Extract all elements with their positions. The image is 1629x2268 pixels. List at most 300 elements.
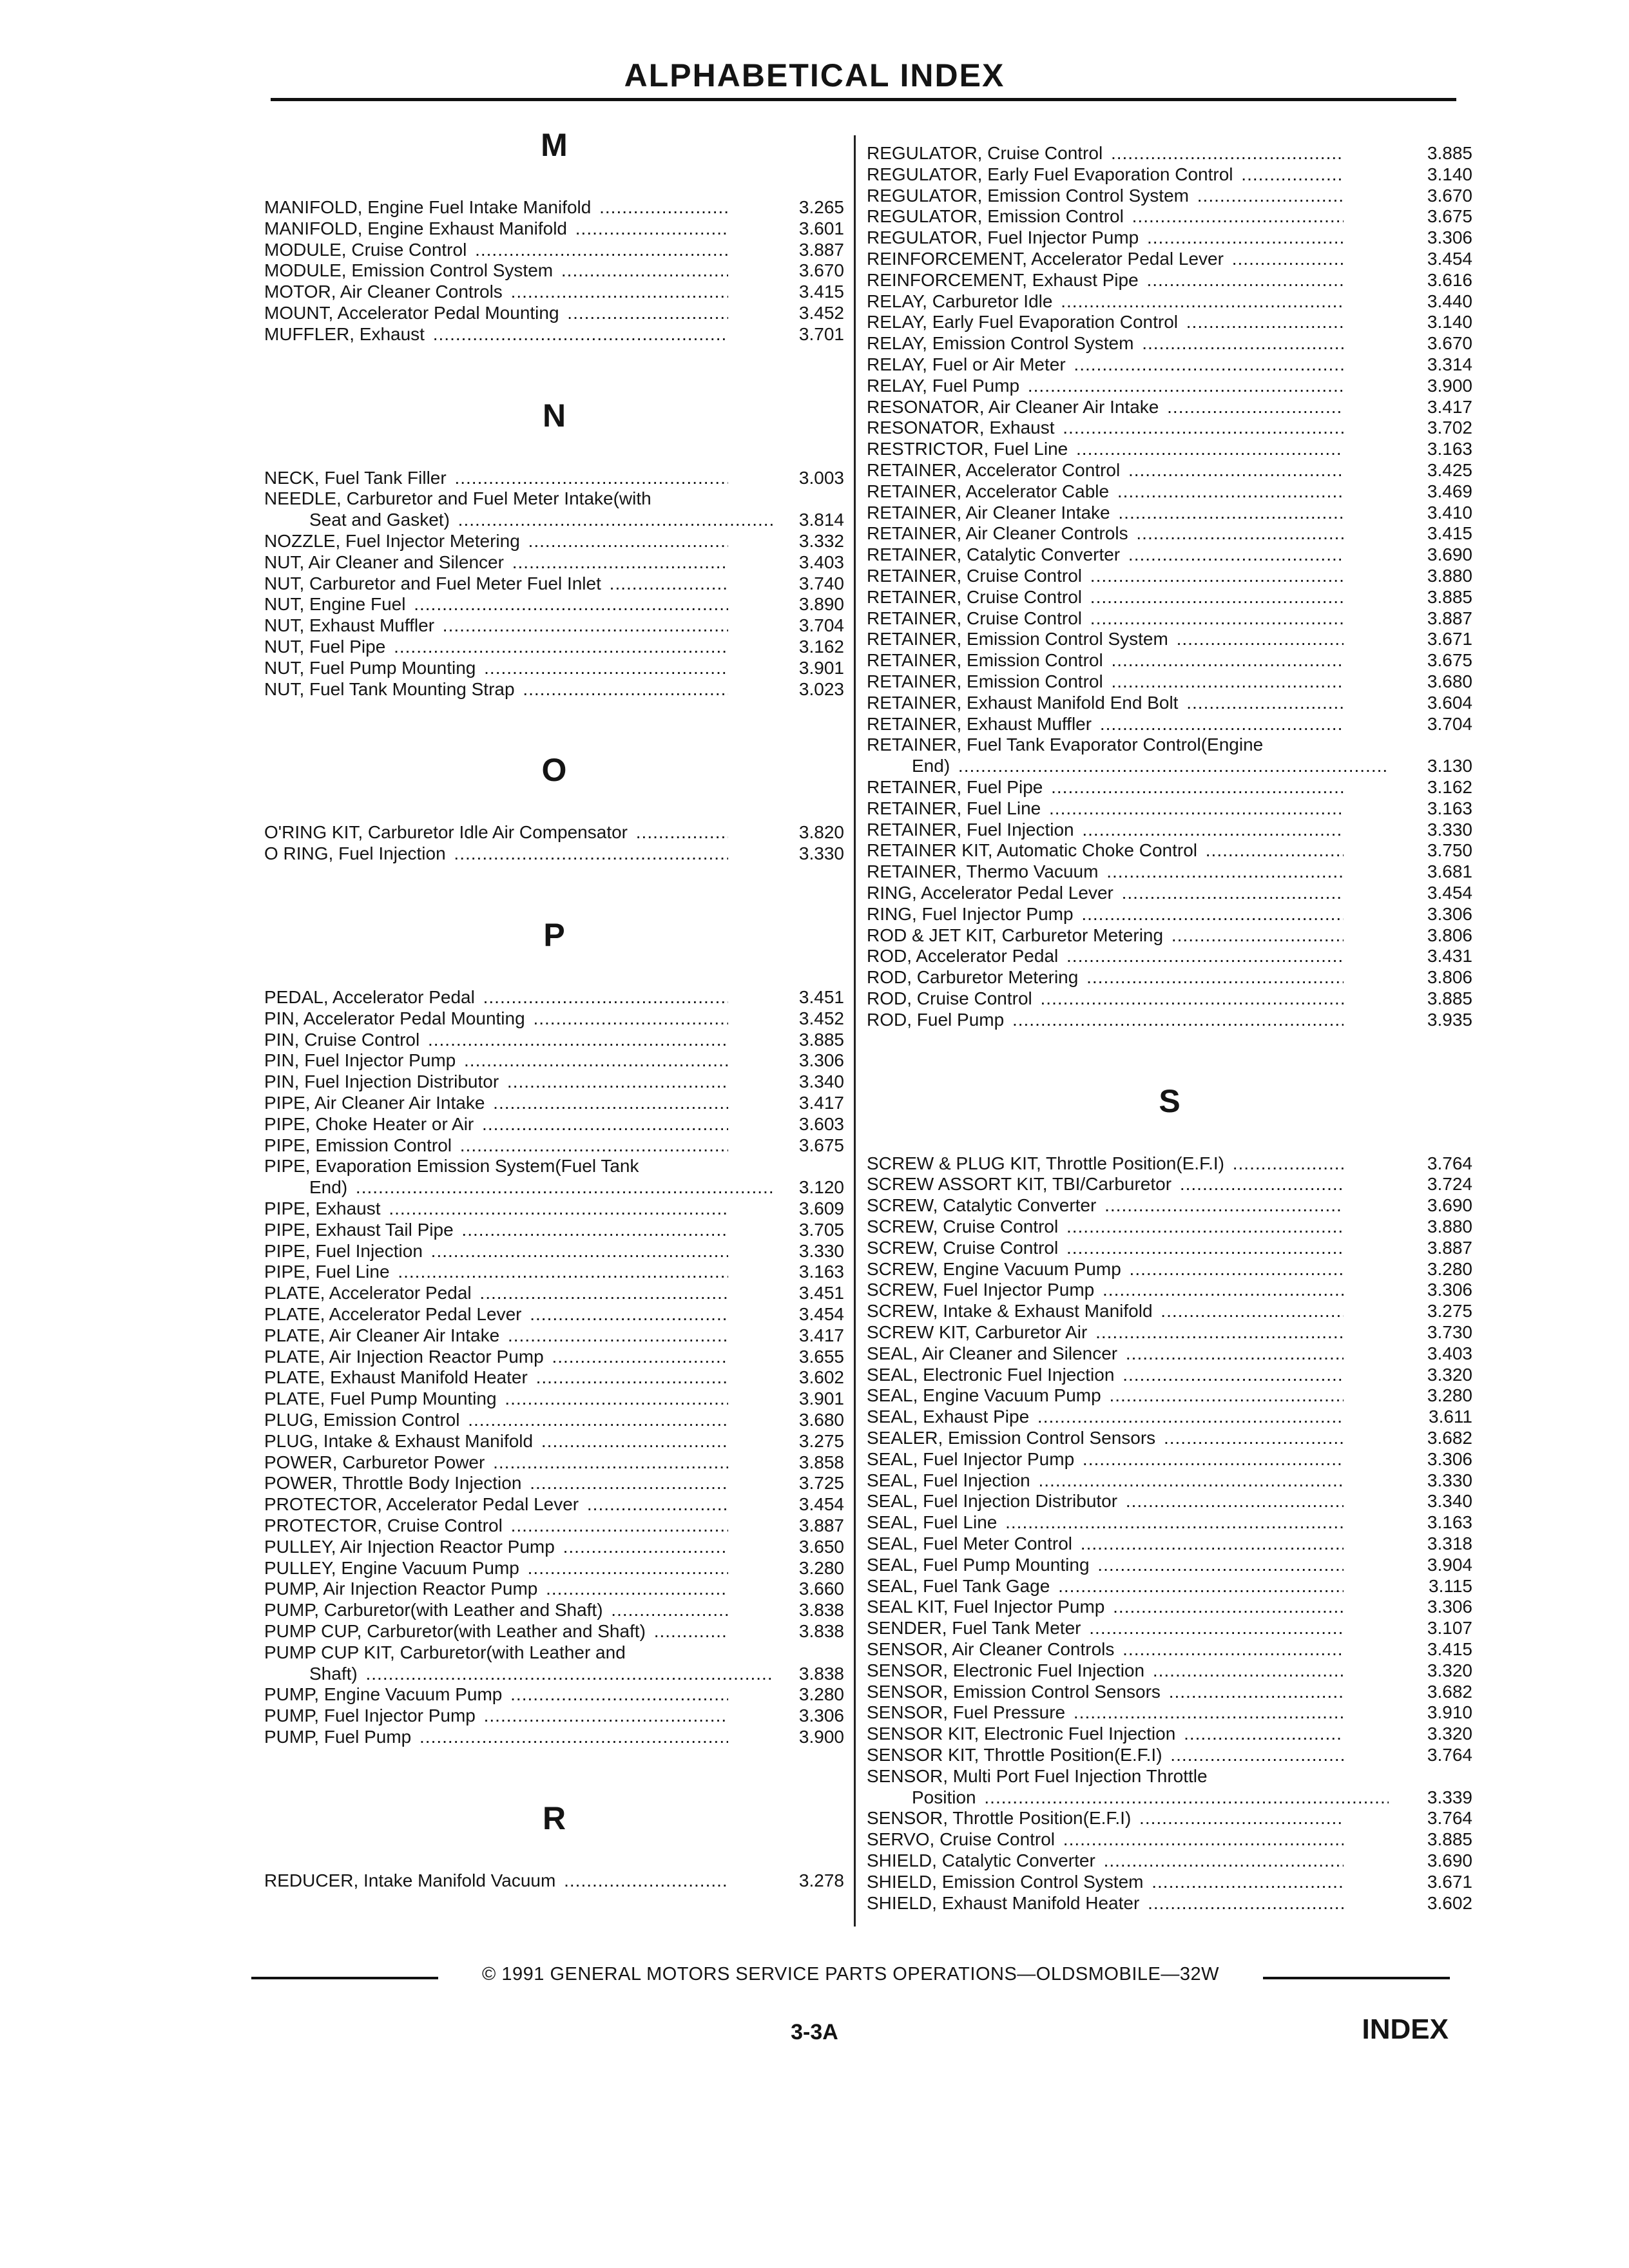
index-entry	[867, 1597, 1472, 1618]
entry-page-ref: 3.675	[1427, 650, 1472, 671]
entry-name-text: PUMP, Fuel Injector Pump	[264, 1706, 478, 1725]
entry-name	[867, 735, 1344, 755]
entry-name-text: RELAY, Early Fuel Evaporation Control	[867, 312, 1181, 332]
index-entry	[867, 714, 1472, 735]
entry-name	[867, 1660, 1344, 1681]
entry-page-ref: 3.162	[798, 637, 844, 657]
entry-name	[867, 1893, 1344, 1914]
entry-page-ref: 3.469	[1427, 481, 1472, 501]
entry-page-ref: 3.003	[798, 467, 844, 488]
entry-name	[867, 629, 1344, 649]
index-entry	[867, 1618, 1472, 1639]
entry-page-ref: 3.609	[798, 1198, 844, 1218]
entry-name	[867, 1808, 1344, 1829]
entry-name	[867, 376, 1344, 396]
entry-name-text: NEEDLE, Carburetor and Fuel Meter Intake(with	[264, 488, 654, 508]
entry-name-text: PUMP CUP, Carburetor(with Leather and Shaft)	[264, 1621, 648, 1641]
index-entry	[264, 1008, 844, 1030]
index-entry	[867, 1301, 1472, 1322]
entry-name	[867, 143, 1344, 164]
entry-name-text: SHIELD, Emission Control System	[867, 1872, 1146, 1892]
entry-page-ref: 3.838	[798, 1663, 844, 1684]
entry-name-text: POWER, Carburetor Power	[264, 1452, 487, 1472]
entry-page-ref: 3.702	[1427, 418, 1472, 438]
entry-name	[867, 820, 1344, 840]
index-entry	[264, 218, 844, 240]
entry-name	[867, 354, 1344, 375]
index-entry	[264, 843, 844, 865]
index-entry	[867, 460, 1472, 481]
entry-name	[264, 1558, 728, 1579]
entry-name-text: ROD, Fuel Pump	[867, 1010, 1007, 1030]
index-entry	[264, 260, 844, 282]
entry-name-text: RETAINER, Emission Control	[867, 650, 1106, 670]
entry-page-ref: 3.278	[798, 1870, 844, 1890]
index-entry	[264, 1621, 844, 1642]
entry-name-text: PUMP CUP KIT, Carburetor(with Leather and	[264, 1642, 628, 1662]
index-entry	[867, 1407, 1472, 1428]
section-letter-p: P	[543, 917, 565, 953]
entry-name-text: SEAL, Fuel Injection Distributor	[867, 1491, 1120, 1511]
index-entry	[264, 1241, 844, 1262]
entry-page-ref: 3.885	[1427, 143, 1472, 163]
entry-continuation-text: Shaft)	[309, 1664, 360, 1684]
index-entry	[867, 164, 1472, 186]
entry-page-ref: 3.901	[798, 1389, 844, 1409]
index-entry	[867, 1153, 1472, 1175]
entry-page-ref: 3.650	[798, 1536, 844, 1557]
entry-name-text: PUMP, Fuel Pump	[264, 1727, 414, 1747]
entry-name	[867, 587, 1344, 608]
entry-name	[264, 1473, 728, 1494]
entry-page-ref: 3.704	[798, 615, 844, 636]
entry-page-ref: 3.417	[1427, 396, 1472, 417]
index-entry	[867, 249, 1472, 270]
entry-name-text: RETAINER, Cruise Control	[867, 587, 1084, 607]
entry-page-ref: 3.417	[798, 1093, 844, 1113]
entry-name	[264, 1347, 728, 1367]
section-letter-o: O	[541, 752, 567, 789]
entry-name-text: REDUCER, Intake Manifold Vacuum	[264, 1870, 558, 1890]
entry-name	[264, 488, 728, 509]
entry-name-text: SEAL, Electronic Fuel Injection	[867, 1365, 1117, 1385]
entry-name	[867, 1597, 1344, 1617]
entry-name-text: PUMP, Air Injection Reactor Pump	[264, 1579, 540, 1599]
index-entry	[264, 1220, 844, 1241]
entry-page-ref: 3.690	[1427, 1850, 1472, 1870]
entry-name-text: RETAINER, Fuel Injection	[867, 820, 1077, 840]
entry-page-ref: 3.764	[1427, 1808, 1472, 1829]
entry-name-text: NOZZLE, Fuel Injector Metering	[264, 531, 523, 551]
entry-continuation	[912, 756, 1389, 776]
footer-rule-left	[251, 1977, 438, 1979]
index-entry	[867, 1385, 1472, 1407]
entry-page-ref: 3.417	[798, 1325, 844, 1345]
entry-name-text: PIPE, Air Cleaner Air Intake	[264, 1093, 487, 1113]
index-entry	[264, 1537, 844, 1558]
entry-page-ref: 3.320	[1427, 1660, 1472, 1680]
entry-name	[867, 1533, 1344, 1554]
entry-name-text: RESONATOR, Air Cleaner Air Intake	[867, 397, 1161, 417]
entry-name-text: PIPE, Fuel Injection	[264, 1241, 425, 1261]
entry-name	[867, 650, 1344, 671]
index-entry	[264, 594, 844, 615]
entry-name	[264, 1093, 728, 1113]
entry-name-text: RETAINER, Catalytic Converter	[867, 544, 1123, 564]
index-entry	[264, 1262, 844, 1283]
entry-name-text: ROD & JET KIT, Carburetor Metering	[867, 925, 1166, 945]
entry-name	[867, 1829, 1344, 1850]
entry-name	[867, 270, 1344, 291]
entry-page-ref: 3.616	[1427, 269, 1472, 290]
entry-name	[264, 1706, 728, 1726]
entry-name	[867, 227, 1344, 248]
entry-name	[867, 1238, 1344, 1258]
entry-name-text: REGULATOR, Emission Control	[867, 206, 1126, 226]
index-entry	[264, 987, 844, 1008]
entry-name	[867, 1470, 1344, 1491]
entry-name	[867, 1407, 1344, 1427]
entry-page-ref: 3.120	[798, 1177, 844, 1198]
entry-name-text: PLATE, Fuel Pump Mounting	[264, 1389, 499, 1408]
index-entry	[867, 1660, 1472, 1682]
entry-page-ref: 3.690	[1427, 1195, 1472, 1216]
entry-name-text: NUT, Fuel Pump Mounting	[264, 658, 478, 678]
entry-name	[867, 904, 1344, 925]
index-entry	[264, 615, 844, 637]
index-entry	[264, 1515, 844, 1537]
entry-name	[264, 1072, 728, 1092]
entry-name-text: MOTOR, Air Cleaner Controls	[264, 282, 505, 302]
index-entry	[264, 1389, 844, 1410]
entry-name	[264, 468, 728, 488]
index-entry	[867, 312, 1472, 333]
entry-name-text: SENSOR, Air Cleaner Controls	[867, 1639, 1117, 1659]
index-entry	[867, 1238, 1472, 1259]
index-entry	[264, 240, 844, 261]
entry-name-text: PULLEY, Air Injection Reactor Pump	[264, 1537, 557, 1557]
entry-name-text: SENSOR KIT, Electronic Fuel Injection	[867, 1724, 1178, 1744]
index-entry	[867, 418, 1472, 439]
entry-name-text: ROD, Accelerator Pedal	[867, 946, 1061, 966]
entry-name	[867, 883, 1344, 903]
entry-name	[264, 1050, 728, 1071]
index-entry	[264, 1304, 844, 1325]
entry-name-text: RETAINER, Fuel Pipe	[867, 777, 1045, 797]
entry-page-ref: 3.806	[1427, 925, 1472, 945]
entry-name	[867, 840, 1344, 861]
entry-name-text: PIPE, Exhaust	[264, 1198, 383, 1218]
entry-name	[867, 249, 1344, 269]
entry-name	[264, 1389, 728, 1409]
index-entry	[264, 1642, 844, 1685]
entry-name	[264, 1008, 728, 1029]
entry-page-ref: 3.602	[1427, 1892, 1472, 1913]
entry-name	[264, 1325, 728, 1346]
entry-name-text: RESONATOR, Exhaust	[867, 418, 1057, 437]
entry-name	[867, 523, 1344, 544]
entry-name-text: PLATE, Exhaust Manifold Heater	[264, 1367, 530, 1387]
entry-name	[867, 1724, 1344, 1744]
entry-name	[264, 1198, 728, 1219]
index-entry	[867, 143, 1472, 164]
entry-name-text: SCREW, Cruise Control	[867, 1238, 1061, 1258]
entry-name-text: SEAL, Fuel Tank Gage	[867, 1576, 1052, 1596]
entry-page-ref: 3.339	[1427, 1787, 1472, 1807]
index-entry	[264, 1727, 844, 1748]
index-entry	[264, 1156, 844, 1198]
entry-page-ref: 3.887	[798, 239, 844, 260]
entry-page-ref: 3.320	[1427, 1364, 1472, 1385]
entry-name	[867, 1491, 1344, 1512]
entry-name	[867, 481, 1344, 502]
index-entry	[867, 1724, 1472, 1745]
entry-page-ref: 3.675	[798, 1135, 844, 1155]
entry-name-text: SEALER, Emission Control Sensors	[867, 1428, 1158, 1448]
entry-name	[264, 1537, 728, 1557]
index-entry	[867, 777, 1472, 798]
entry-name	[867, 1322, 1344, 1343]
index-entry	[867, 544, 1472, 566]
entry-name-text: MODULE, Emission Control System	[264, 260, 555, 280]
entry-page-ref: 3.858	[798, 1452, 844, 1472]
entry-page-ref: 3.724	[1427, 1174, 1472, 1195]
entry-name-text: PIPE, Choke Heater or Air	[264, 1114, 476, 1134]
entry-page-ref: 3.163	[1427, 1512, 1472, 1533]
entry-name	[867, 1259, 1344, 1280]
entry-name-text: SEAL, Fuel Injector Pump	[867, 1449, 1077, 1469]
index-entry	[867, 1259, 1472, 1280]
entry-name-text: SCREW, Cruise Control	[867, 1216, 1061, 1236]
entry-name	[867, 333, 1344, 354]
index-entry	[867, 1491, 1472, 1512]
entry-page-ref: 3.690	[1427, 544, 1472, 565]
section-letter-m: M	[541, 127, 568, 163]
entry-name	[264, 1304, 728, 1325]
entry-name-text: RETAINER, Accelerator Control	[867, 460, 1123, 480]
index-entry	[867, 671, 1472, 693]
entry-name-text: SCREW ASSORT KIT, TBI/Carburetor	[867, 1174, 1174, 1194]
entry-page-ref: 3.603	[798, 1113, 844, 1134]
index-entry	[264, 1579, 844, 1600]
entry-name	[867, 1365, 1344, 1385]
index-entry	[264, 1325, 844, 1347]
entry-name-text: NUT, Carburetor and Fuel Meter Fuel Inlet	[264, 573, 604, 593]
footer-copyright: © 1991 GENERAL MOTORS SERVICE PARTS OPERATIONS—OLDSMOBILE—32W	[482, 1964, 1219, 1984]
entry-continuation	[309, 1664, 773, 1684]
entry-page-ref: 3.415	[798, 282, 844, 302]
index-entry	[867, 206, 1472, 227]
index-entry	[264, 303, 844, 324]
entry-name	[867, 439, 1344, 459]
entry-page-ref: 3.681	[1427, 861, 1472, 882]
entry-name	[264, 197, 728, 218]
index-entry	[264, 1684, 844, 1706]
entry-name-text: PIPE, Exhaust Tail Pipe	[264, 1220, 456, 1240]
entry-name	[264, 1431, 728, 1452]
entry-page-ref: 3.306	[1427, 903, 1472, 924]
entry-page-ref: 3.601	[798, 218, 844, 238]
entry-name-text: RETAINER, Emission Control	[867, 671, 1106, 691]
entry-continuation-text: End)	[912, 756, 952, 776]
entry-page-ref: 3.265	[798, 197, 844, 217]
index-entry	[264, 1494, 844, 1515]
entry-page-ref: 3.340	[1427, 1491, 1472, 1512]
index-entry	[867, 481, 1472, 503]
index-entry	[867, 693, 1472, 714]
entry-page-ref: 3.880	[1427, 566, 1472, 586]
entry-name	[867, 1153, 1344, 1174]
entry-page-ref: 3.115	[1429, 1575, 1472, 1596]
entry-page-ref: 3.454	[1427, 249, 1472, 269]
entry-page-ref: 3.275	[1427, 1301, 1472, 1321]
entry-name	[264, 987, 728, 1008]
entry-name-text: PROTECTOR, Accelerator Pedal Lever	[264, 1494, 581, 1514]
entry-name-text: POWER, Throttle Body Injection	[264, 1473, 524, 1493]
entry-page-ref: 3.162	[1427, 777, 1472, 797]
index-entry	[867, 270, 1472, 291]
index-entry	[867, 1745, 1472, 1766]
entry-page-ref: 3.671	[1427, 1871, 1472, 1892]
index-entry	[867, 988, 1472, 1010]
index-entry	[867, 1365, 1472, 1386]
entry-name	[867, 164, 1344, 185]
entry-name	[867, 1010, 1344, 1030]
entry-page-ref: 3.306	[798, 1706, 844, 1726]
entry-page-ref: 3.611	[1429, 1407, 1472, 1427]
entry-name	[264, 1642, 728, 1663]
entry-continuation-text: Position	[912, 1787, 979, 1807]
entry-name	[867, 312, 1344, 332]
index-entry	[867, 883, 1472, 904]
entry-page-ref: 3.935	[1427, 1009, 1472, 1030]
index-entry	[867, 376, 1472, 397]
entry-name	[867, 1576, 1344, 1597]
entry-name	[264, 1220, 728, 1240]
index-entry	[867, 439, 1472, 460]
entry-page-ref: 3.680	[798, 1410, 844, 1430]
entry-name	[264, 1494, 728, 1515]
entry-page-ref: 3.604	[1427, 692, 1472, 713]
entry-page-ref: 3.820	[798, 822, 844, 843]
entry-name	[264, 1410, 728, 1430]
entry-name	[264, 1870, 728, 1891]
entry-name-text: MANIFOLD, Engine Fuel Intake Manifold	[264, 197, 593, 217]
entry-page-ref: 3.318	[1427, 1533, 1472, 1553]
entry-page-ref: 3.140	[1427, 312, 1472, 332]
index-entry	[264, 1452, 844, 1474]
entry-name-text: SENSOR, Electronic Fuel Injection	[867, 1660, 1147, 1680]
entry-name	[264, 218, 728, 239]
entry-continuation	[309, 510, 773, 530]
index-entry	[264, 531, 844, 552]
entry-name-text: REGULATOR, Emission Control System	[867, 186, 1191, 206]
index-entry	[264, 1367, 844, 1389]
entry-page-ref: 3.280	[798, 1684, 844, 1705]
entry-name	[867, 693, 1344, 713]
index-entry	[867, 523, 1472, 544]
index-entry	[867, 503, 1472, 524]
entry-name	[867, 1174, 1344, 1195]
entry-name-text: ROD, Cruise Control	[867, 988, 1035, 1008]
entry-page-ref: 3.814	[798, 510, 844, 530]
entry-name-text: SENSOR, Multi Port Fuel Injection Throttle	[867, 1766, 1210, 1786]
entry-page-ref: 3.306	[1427, 1597, 1472, 1617]
entry-name-text: NECK, Fuel Tank Filler	[264, 468, 449, 488]
index-entry	[264, 1558, 844, 1579]
entry-name-text: RESTRICTOR, Fuel Line	[867, 439, 1070, 459]
entry-page-ref: 3.454	[798, 1304, 844, 1324]
entry-name	[867, 1280, 1344, 1300]
entry-name-text: SCREW, Engine Vacuum Pump	[867, 1259, 1124, 1279]
entry-page-ref: 3.403	[1427, 1343, 1472, 1363]
entry-page-ref: 3.660	[798, 1579, 844, 1599]
entry-name-text: RETAINER, Cruise Control	[867, 566, 1084, 586]
entry-name-text: SENSOR, Throttle Position(E.F.I)	[867, 1808, 1133, 1828]
entry-page-ref: 3.280	[1427, 1258, 1472, 1279]
entry-name	[867, 1745, 1344, 1765]
index-entry	[867, 587, 1472, 608]
entry-name-text: RETAINER, Accelerator Cable	[867, 481, 1112, 501]
index-entry	[867, 1893, 1472, 1914]
index-entry	[867, 1512, 1472, 1533]
index-entry	[264, 468, 844, 489]
index-entry	[264, 1706, 844, 1727]
entry-name-text: PLATE, Accelerator Pedal	[264, 1283, 474, 1303]
entry-name	[264, 1262, 728, 1282]
entry-page-ref: 3.901	[798, 657, 844, 678]
entry-name	[264, 573, 728, 594]
entry-name-text: SHIELD, Exhaust Manifold Heater	[867, 1893, 1142, 1913]
entry-name	[264, 282, 728, 302]
entry-name	[264, 260, 728, 281]
entry-continuation-text: Seat and Gasket)	[309, 510, 452, 530]
index-entry	[264, 1198, 844, 1220]
entry-page-ref: 3.451	[798, 1283, 844, 1303]
entry-page-ref: 3.910	[1427, 1702, 1472, 1723]
entry-page-ref: 3.314	[1427, 354, 1472, 374]
entry-page-ref: 3.306	[1427, 1280, 1472, 1300]
index-entry	[867, 1766, 1472, 1809]
entry-name-text: SENSOR KIT, Throttle Position(E.F.I)	[867, 1745, 1165, 1765]
index-entry	[264, 1114, 844, 1135]
index-entry	[264, 1283, 844, 1304]
entry-page-ref: 3.163	[1427, 798, 1472, 818]
entry-page-ref: 3.425	[1427, 460, 1472, 480]
entry-name-text: SEAL, Fuel Meter Control	[867, 1533, 1075, 1553]
index-entry	[867, 1872, 1472, 1893]
entry-page-ref: 3.705	[798, 1219, 844, 1240]
entry-name	[867, 1682, 1344, 1702]
entry-name-text: RETAINER, Fuel Tank Evaporator Control(Engine	[867, 735, 1266, 754]
entry-page-ref: 3.838	[798, 1621, 844, 1641]
entry-name	[264, 594, 728, 615]
entry-name	[867, 1850, 1344, 1871]
entry-name	[264, 1727, 728, 1747]
entry-name	[264, 324, 728, 345]
entry-page-ref: 3.680	[1427, 671, 1472, 691]
entry-page-ref: 3.904	[1427, 1554, 1472, 1575]
index-entry	[264, 1347, 844, 1368]
entry-name-text: PLUG, Emission Control	[264, 1410, 462, 1430]
page-title: ALPHABETICAL INDEX	[624, 57, 1005, 93]
entry-page-ref: 3.330	[798, 843, 844, 864]
entry-continuation-text: End)	[309, 1177, 350, 1197]
entry-page-ref: 3.701	[798, 323, 844, 344]
index-entry	[867, 291, 1472, 312]
entry-page-ref: 3.900	[1427, 375, 1472, 396]
entry-name	[867, 186, 1344, 206]
